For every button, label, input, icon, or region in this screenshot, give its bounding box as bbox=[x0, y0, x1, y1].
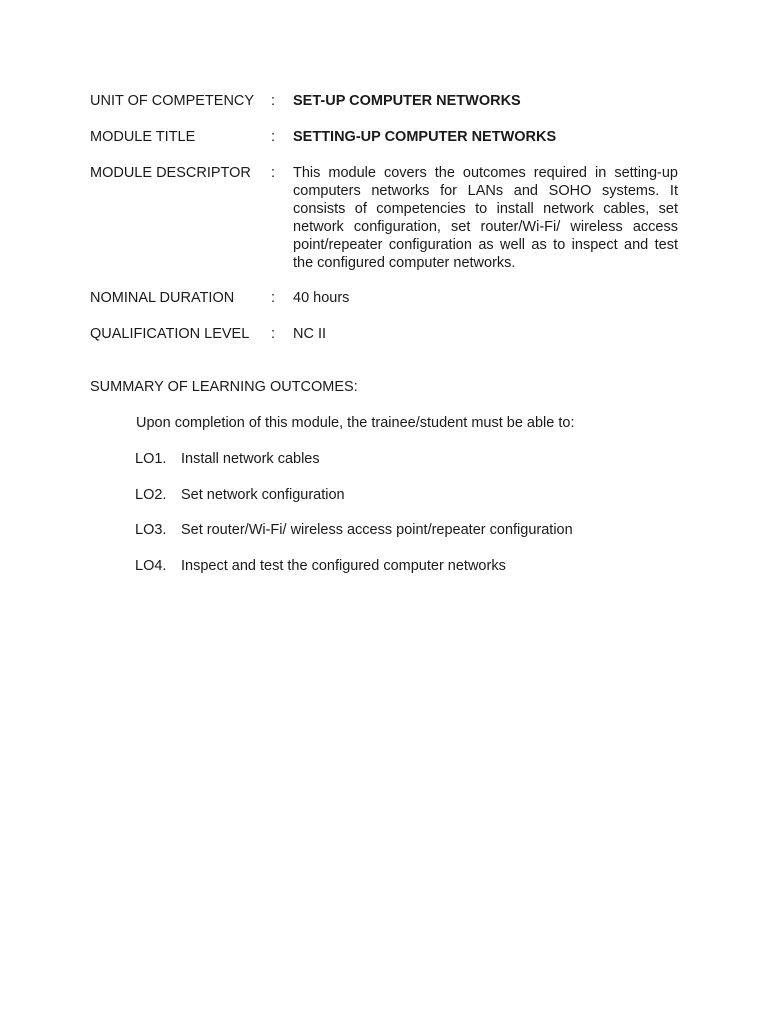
summary-heading: SUMMARY OF LEARNING OUTCOMES: bbox=[90, 379, 358, 395]
qualification-level-value: NC II bbox=[293, 326, 327, 342]
unit-of-competency-colon: : bbox=[271, 93, 276, 109]
nominal-duration-value: 40 hours bbox=[293, 290, 350, 306]
module-title-colon: : bbox=[271, 129, 276, 145]
learning-outcome-text: Set network configuration bbox=[181, 487, 345, 503]
module-descriptor-label: MODULE DESCRIPTOR bbox=[90, 165, 251, 181]
module-title-label: MODULE TITLE bbox=[90, 129, 196, 145]
unit-of-competency-row bbox=[90, 92, 680, 110]
learning-outcome-text: Set router/Wi-Fi/ wireless access point/repeater configuration bbox=[181, 522, 573, 538]
learning-outcome-text: Inspect and test the configured computer networks bbox=[181, 558, 506, 574]
nominal-duration-row bbox=[90, 289, 680, 307]
learning-outcome-code: LO1. bbox=[135, 451, 167, 467]
learning-outcome-code: LO3. bbox=[135, 522, 167, 538]
summary-intro: Upon completion of this module, the trainee/student must be able to: bbox=[136, 415, 575, 431]
qualification-level-row bbox=[90, 325, 680, 343]
unit-of-competency-label: UNIT OF COMPETENCY bbox=[90, 93, 255, 109]
module-title-value: SETTING-UP COMPUTER NETWORKS bbox=[293, 129, 557, 145]
nominal-duration-colon: : bbox=[271, 290, 276, 306]
learning-outcome-text: Install network cables bbox=[181, 451, 320, 467]
nominal-duration-label: NOMINAL DURATION bbox=[90, 290, 235, 306]
qualification-level-label: QUALIFICATION LEVEL bbox=[90, 326, 250, 342]
qualification-level-colon: : bbox=[271, 326, 276, 342]
learning-outcome-code: LO4. bbox=[135, 558, 167, 574]
learning-outcome-code: LO2. bbox=[135, 487, 167, 503]
module-title-row bbox=[90, 128, 680, 146]
unit-of-competency-value: SET-UP COMPUTER NETWORKS bbox=[293, 93, 521, 109]
module-descriptor-row bbox=[90, 164, 680, 274]
module-descriptor-value: This module covers the outcomes required in setting-up computers networks for LANs and SOHO systems. It consists of competencies to install network cables, set network configuration, set router/Wi-Fi/ wireless access point/repeater configuration as well as to inspect and test the configured computer networks. bbox=[293, 165, 678, 271]
module-descriptor-colon: : bbox=[271, 165, 276, 181]
